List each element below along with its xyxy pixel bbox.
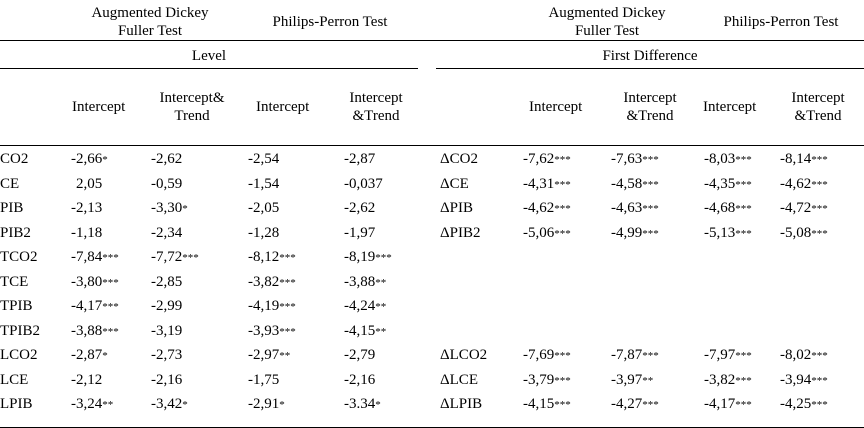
significance-stars: ***: [735, 399, 752, 411]
cell-value: [344, 322, 386, 341]
cell-value: [704, 346, 752, 365]
cell-number: -2,66: [71, 151, 103, 167]
significance-stars: **: [279, 350, 291, 362]
row-label: [440, 150, 478, 168]
adf-header-left-line2: Fuller Test: [117, 23, 183, 39]
cell-number: -5,06: [523, 224, 555, 241]
cell-number: ΔCO2: [440, 151, 478, 167]
significance-stars: **: [375, 276, 387, 289]
significance-stars: ***: [554, 399, 571, 411]
cell-number: -2,87: [344, 151, 376, 167]
row-label: [0, 297, 33, 315]
adf-header-right-line2: Fuller Test: [574, 23, 640, 39]
significance-stars: ***: [102, 276, 119, 289]
significance-stars: ***: [375, 252, 392, 264]
cell-number: ΔLCO2: [440, 347, 488, 363]
cell-value: [704, 175, 752, 194]
cell-number: -4,25: [780, 396, 812, 412]
cell-number: -2,13: [71, 200, 103, 216]
cell-number: -1,18: [71, 224, 103, 241]
cell-number: ΔLPIB: [440, 396, 483, 412]
significance-stars: ***: [811, 203, 828, 215]
cell-number: -4,68: [704, 200, 736, 216]
cell-value: [780, 371, 828, 390]
cell-number: -4,31: [523, 175, 555, 192]
col-intercept-level-adf-text: Intercept: [72, 99, 126, 115]
cell-value: [523, 199, 571, 218]
cell-value: [71, 273, 119, 292]
first-difference-label: [436, 47, 864, 65]
col-intercept-level-adf: [72, 98, 125, 116]
cell-number: -2,12: [71, 371, 103, 388]
row-label: [0, 371, 28, 389]
cell-value: [611, 395, 659, 414]
significance-stars: *: [102, 154, 108, 166]
cell-number: -3,94: [780, 371, 812, 388]
col-intercept-diff-pp: [703, 98, 756, 116]
significance-stars: *: [102, 350, 108, 362]
cell-number: -8,14: [780, 151, 812, 167]
cell-value: [151, 199, 188, 218]
cell-value: [523, 395, 571, 414]
cell-number: -4,63: [611, 200, 643, 216]
cell-value: [344, 371, 375, 390]
cell-number: -2,79: [344, 347, 376, 363]
row-label: [0, 199, 23, 217]
cell-number: ΔPIB: [440, 200, 473, 216]
cell-value: [780, 199, 828, 218]
cell-number: ΔPIB2: [440, 224, 481, 241]
cell-number: -4,27: [611, 396, 643, 412]
cell-value: [248, 248, 296, 267]
cell-value: [344, 395, 381, 414]
pp-header-right-label: Philips-Perron Test: [723, 14, 839, 30]
cell-value: [248, 273, 296, 292]
significance-stars: ***: [279, 325, 296, 338]
row-label: [0, 248, 38, 266]
cell-value: [71, 395, 113, 414]
cell-value: [344, 175, 383, 194]
cell-number: -2,97: [248, 347, 280, 363]
significance-stars: ***: [811, 178, 828, 191]
cell-number: TCO2: [0, 249, 38, 265]
row-label: [0, 175, 19, 193]
significance-stars: ***: [735, 178, 752, 191]
cell-value: [780, 224, 828, 243]
significance-stars: ***: [279, 276, 296, 289]
cell-number: -7,72: [151, 249, 183, 265]
cell-number: -1,28: [248, 224, 280, 241]
significance-stars: ***: [735, 350, 752, 362]
significance-stars: *: [279, 399, 285, 411]
significance-stars: ***: [554, 350, 571, 362]
cell-number: PIB2: [0, 224, 31, 241]
significance-stars: ***: [102, 325, 119, 338]
cell-number: -1,75: [248, 371, 280, 388]
significance-stars: ***: [279, 252, 296, 264]
cell-value: [344, 224, 375, 243]
cell-number: -2,62: [151, 151, 183, 167]
cell-number: -2,73: [151, 347, 183, 363]
cell-number: CE: [0, 175, 20, 192]
cell-value: [151, 224, 182, 243]
significance-stars: *: [182, 399, 188, 411]
adf-header-left-line1: Augmented Dickey: [91, 5, 209, 21]
cell-value: [71, 224, 102, 243]
significance-stars: ***: [811, 350, 828, 362]
cell-number: TPIB: [0, 298, 33, 314]
col-intercept-trend-diff-pp-l2: &Trend: [794, 108, 842, 124]
rule-top: [0, 40, 864, 41]
cell-number: -3.34: [344, 396, 376, 412]
level-label-text: Level: [191, 48, 227, 64]
cell-number: -8,02: [780, 347, 812, 363]
cell-value: [71, 346, 108, 365]
row-label: [0, 224, 31, 242]
cell-value: [248, 224, 279, 243]
significance-stars: ***: [554, 154, 571, 166]
cell-number: LCO2: [0, 347, 38, 363]
cell-value: [780, 346, 828, 365]
adf-header-left: [60, 4, 240, 40]
cell-number: TCE: [0, 273, 29, 290]
row-label: [0, 346, 38, 364]
cell-number: -2,87: [71, 347, 103, 363]
cell-number: -4,24: [344, 298, 376, 314]
significance-stars: ***: [735, 203, 752, 215]
row-label: [0, 395, 33, 413]
adf-header-right: [516, 4, 698, 40]
cell-number: -7,69: [523, 347, 555, 363]
cell-value: [523, 224, 571, 243]
cell-number: -2,62: [344, 200, 376, 216]
significance-stars: ***: [642, 350, 659, 362]
col-intercept-trend-level-pp: [330, 89, 422, 125]
significance-stars: ***: [735, 154, 752, 166]
cell-number: -3,79: [523, 371, 555, 388]
cell-value: [344, 248, 392, 267]
cell-value: [248, 322, 296, 341]
cell-number: -7,63: [611, 151, 643, 167]
rule-header-bottom: [0, 145, 864, 146]
rule-level-right: [436, 68, 864, 69]
cell-number: -8,12: [248, 249, 280, 265]
cell-value: [151, 273, 182, 292]
cell-number: -4,17: [71, 298, 103, 314]
row-label: [440, 175, 469, 193]
cell-value: [248, 199, 279, 218]
col-intercept-diff-adf: [529, 98, 582, 116]
cell-number: -3,88: [71, 322, 103, 339]
cell-value: [248, 346, 290, 365]
cell-number: -7,62: [523, 151, 555, 167]
cell-number: -3,97: [611, 371, 643, 388]
col-intercept-trend-level-pp-l1: Intercept: [349, 90, 403, 106]
significance-stars: ***: [642, 178, 659, 191]
col-intercept-trend-level-adf-l2: Trend: [174, 108, 210, 124]
cell-number: -3,88: [344, 273, 376, 290]
col-intercept-level-pp-text: Intercept: [256, 99, 310, 115]
significance-stars: **: [375, 325, 387, 338]
col-intercept-trend-level-adf: [146, 89, 238, 125]
cell-number: -0,037: [344, 175, 383, 192]
cell-number: -2,16: [344, 371, 376, 388]
cell-number: -4,99: [611, 224, 643, 241]
row-label: [0, 273, 28, 291]
cell-value: [151, 297, 182, 316]
cell-value: [248, 150, 279, 169]
col-intercept-trend-level-adf-l1: Intercept&: [159, 90, 225, 106]
cell-value: [151, 322, 182, 341]
significance-stars: ***: [811, 227, 828, 240]
cell-number: -7,84: [71, 249, 103, 265]
cell-value: [71, 199, 102, 218]
cell-value: [248, 297, 296, 316]
cell-value: [151, 248, 199, 267]
cell-number: -2,16: [151, 371, 183, 388]
cell-value: [71, 297, 119, 316]
row-label: [0, 150, 28, 168]
significance-stars: ***: [102, 301, 119, 313]
cell-value: [71, 322, 119, 341]
cell-value: [151, 371, 182, 390]
cell-value: [151, 346, 182, 365]
significance-stars: ***: [642, 227, 659, 240]
row-label: [440, 346, 487, 364]
cell-number: -4,19: [248, 298, 280, 314]
significance-stars: *: [182, 203, 188, 215]
cell-number: -2,54: [248, 151, 280, 167]
cell-number: -5,08: [780, 224, 812, 241]
cell-number: -4,15: [523, 396, 555, 412]
cell-value: [344, 273, 386, 292]
adf-header-right-line1: Augmented Dickey: [548, 5, 666, 21]
significance-stars: **: [375, 301, 387, 313]
cell-value: [611, 150, 659, 169]
significance-stars: ***: [554, 203, 571, 215]
row-label: [440, 395, 482, 413]
pp-header-right: [698, 13, 864, 31]
cell-number: -8,03: [704, 151, 736, 167]
significance-stars: ***: [554, 227, 571, 240]
cell-number: -3,24: [71, 396, 103, 412]
cell-value: [611, 371, 653, 390]
cell-number: -1,54: [248, 175, 280, 192]
cell-value: [611, 224, 659, 243]
cell-number: TPIB2: [0, 322, 41, 339]
cell-value: [248, 175, 279, 194]
col-intercept-trend-diff-adf: [604, 89, 696, 125]
cell-value: [248, 395, 285, 414]
cell-value: [780, 150, 828, 169]
row-label: [440, 199, 473, 217]
cell-number: -3,30: [151, 200, 183, 216]
significance-stars: ***: [735, 227, 752, 240]
cell-value: [71, 371, 102, 390]
cell-value: [523, 150, 571, 169]
cell-value: [704, 371, 752, 390]
cell-value: [704, 150, 752, 169]
significance-stars: ***: [735, 374, 752, 387]
cell-number: -7,87: [611, 347, 643, 363]
cell-value: [704, 395, 752, 414]
cell-number: -2,34: [151, 224, 183, 241]
cell-value: [611, 346, 659, 365]
cell-value: [344, 346, 375, 365]
significance-stars: *: [375, 399, 381, 411]
cell-value: [611, 175, 659, 194]
cell-value: [71, 150, 108, 169]
cell-number: ΔLCE: [440, 371, 478, 388]
significance-stars: ***: [182, 252, 199, 264]
cell-value: [344, 297, 386, 316]
pp-header-left: [240, 13, 420, 31]
cell-value: [523, 371, 571, 390]
col-intercept-trend-diff-adf-l2: &Trend: [626, 108, 674, 124]
cell-value: [344, 199, 375, 218]
cell-value: [151, 150, 182, 169]
cell-value: [780, 395, 828, 414]
significance-stars: ***: [554, 374, 571, 387]
cell-number: LCE: [0, 371, 29, 388]
cell-value: [71, 248, 119, 267]
cell-number: -4,58: [611, 175, 643, 192]
cell-number: -4,35: [704, 175, 736, 192]
cell-number: -4,17: [704, 396, 736, 412]
cell-value: [523, 175, 571, 194]
col-intercept-trend-diff-adf-l1: Intercept: [623, 90, 677, 106]
cell-number: -4,72: [780, 200, 812, 216]
cell-number: -3,82: [704, 371, 736, 388]
significance-stars: **: [642, 374, 654, 387]
cell-number: -1,97: [344, 224, 376, 241]
cell-number: -2,85: [151, 273, 183, 290]
cell-number: 2,05: [76, 175, 103, 192]
significance-stars: ***: [811, 374, 828, 387]
significance-stars: ***: [279, 301, 296, 313]
cell-value: [248, 371, 279, 390]
significance-stars: ***: [642, 203, 659, 215]
cell-number: CO2: [0, 151, 29, 167]
cell-value: [523, 346, 571, 365]
cell-number: ΔCE: [440, 175, 469, 192]
row-label: [0, 322, 40, 340]
pp-header-left-label: Philips-Perron Test: [272, 14, 388, 30]
rule-level-left: [0, 68, 418, 69]
cell-number: -3,42: [151, 396, 183, 412]
row-label: [440, 224, 481, 242]
col-intercept-diff-pp-text: Intercept: [703, 99, 757, 115]
significance-stars: ***: [554, 178, 571, 191]
significance-stars: ***: [642, 154, 659, 166]
cell-number: LPIB: [0, 396, 33, 412]
col-intercept-level-pp: [256, 98, 309, 116]
significance-stars: ***: [102, 252, 119, 264]
cell-number: -3,82: [248, 273, 280, 290]
level-label: [0, 47, 418, 65]
cell-value: [780, 175, 828, 194]
col-intercept-trend-level-pp-l2: &Trend: [352, 108, 400, 124]
cell-value: [151, 175, 182, 194]
cell-number: -0,59: [151, 175, 183, 192]
cell-number: PIB: [0, 200, 24, 216]
significance-stars: **: [102, 399, 114, 411]
cell-number: -2,99: [151, 298, 183, 314]
cell-number: -3,80: [71, 273, 103, 290]
cell-value: [76, 175, 102, 194]
cell-number: -2,05: [248, 200, 280, 216]
cell-value: [151, 395, 188, 414]
significance-stars: ***: [642, 399, 659, 411]
cell-number: -8,19: [344, 249, 376, 265]
cell-value: [611, 199, 659, 218]
cell-number: -4,15: [344, 322, 376, 339]
col-intercept-trend-diff-pp: [772, 89, 864, 125]
cell-value: [704, 199, 752, 218]
col-intercept-diff-adf-text: Intercept: [529, 99, 583, 115]
cell-number: -2,91: [248, 396, 280, 412]
cell-number: -3,93: [248, 322, 280, 339]
cell-number: -7,97: [704, 347, 736, 363]
significance-stars: ***: [811, 399, 828, 411]
row-label: [440, 371, 478, 389]
cell-number: -5,13: [704, 224, 736, 241]
first-difference-label-text: First Difference: [602, 48, 698, 64]
cell-number: -4,62: [780, 175, 812, 192]
cell-number: -4,62: [523, 200, 555, 216]
cell-number: -3,19: [151, 322, 183, 339]
cell-value: [344, 150, 375, 169]
cell-value: [704, 224, 752, 243]
significance-stars: ***: [811, 154, 828, 166]
col-intercept-trend-diff-pp-l1: Intercept: [791, 90, 845, 106]
